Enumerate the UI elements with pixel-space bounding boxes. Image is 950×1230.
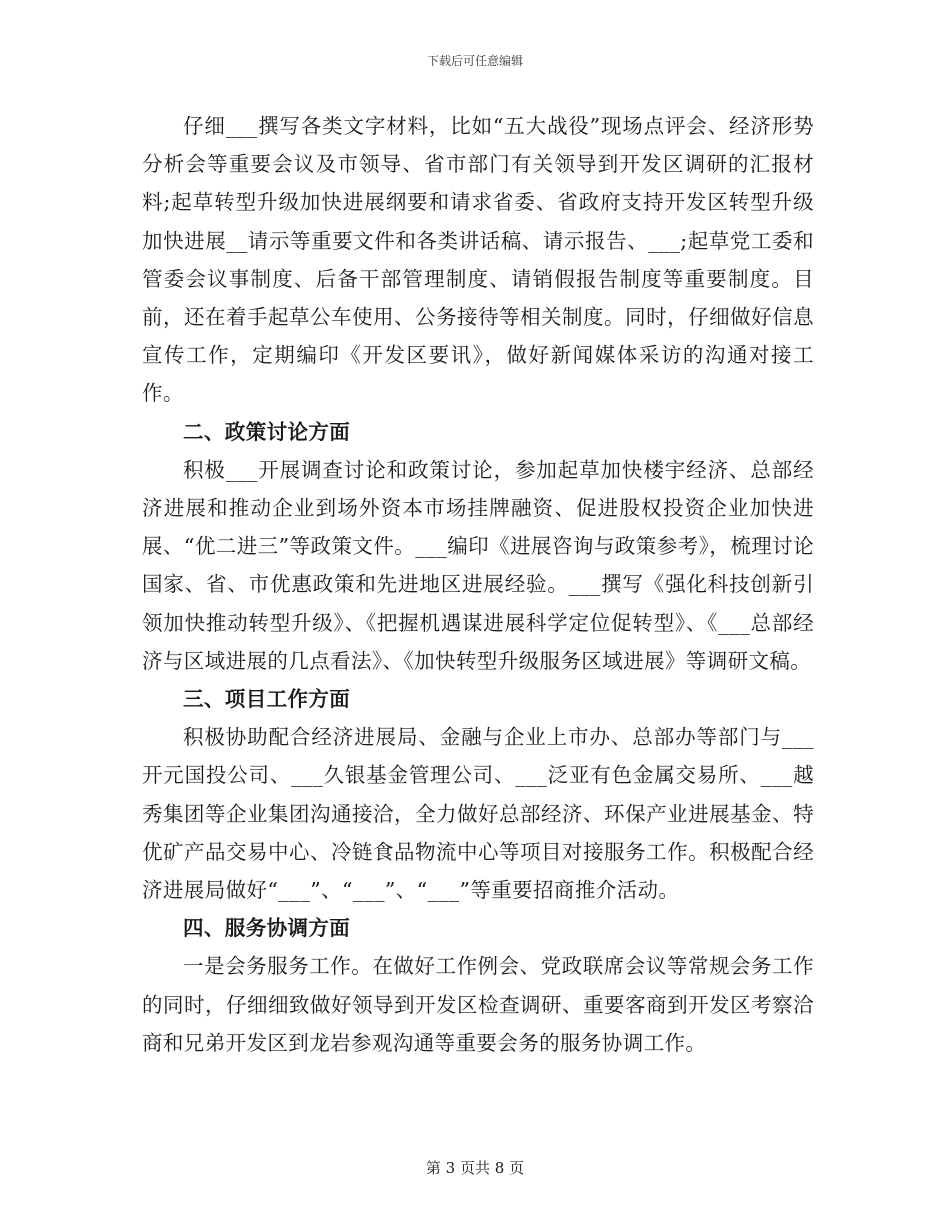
page-header: 下载后可任意编辑 (426, 54, 523, 68)
section-heading-projects: 三、项目工作方面 (183, 687, 351, 712)
section-heading-policy: 二、政策讨论方面 (183, 419, 351, 444)
paragraph-project-work: 积极协助配合经济进展局、金融与企业上市办、总部办等部门与___开元国投公司、___久银基金管理公司、___泛亚有色金属交易所、___越秀集团等企业集团沟通接洽，全力做好总部经济、环保产业进展基金、特优矿产品交易中心、冷链食品物流中心等项目对接服务工作。积极配合经济进展局做好“___”、“___”、“___”等重要招商推介活动。 (142, 725, 814, 903)
page-footer: 第 3 页共 8 页 (425, 1159, 525, 1177)
paragraph-writing-materials: 仔细___撰写各类文字材料，比如“五大战役”现场点评会、经济形势分析会等重要会议及市领导、省市部门有关领导到开发区调研的汇报材料;起草转型升级加快进展纲要和请求省委、省政府支持开发区转型升级加快进展__请示等重要文件和各类讲话稿、请示报告、___;起草党工委和管委会议事制度、后备干部管理制度、请销假报告制度等重要制度。目前，还在着手起草公车使用、公务接待等相关制度。同时，仔细做好信息宣传工作，定期编印《开发区要讯》，做好新闻媒体采访的沟通对接工作。 (142, 114, 814, 406)
document-body (142, 107, 814, 1062)
paragraph-policy-research: 积极___开展调查讨论和政策讨论，参加起草加快楼宇经济、总部经济进展和推动企业到场外资本市场挂牌融资、促进股权投资企业加快进展、“优二进三”等政策文件。___编印《进展咨询与政策参考》，梳理讨论国家、省、市优惠政策和先进地区进展经验。___撰写《强化科技创新引领加快推动转型升级》、《把握机遇谋进展科学定位促转型》、《___总部经济与区域进展的几点看法》、《加快转型升级服务区域进展》等调研文稿。 (142, 457, 814, 673)
paragraph-meeting-services: 一是会务服务工作。在做好工作例会、党政联席会议等常规会务工作的同时，仔细细致做好领导到开发区检查调研、重要客商到开发区考察洽商和兄弟开发区到龙岩参观沟通等重要会务的服务协调工作。 (142, 954, 814, 1055)
section-heading-services: 四、服务协调方面 (183, 916, 351, 941)
